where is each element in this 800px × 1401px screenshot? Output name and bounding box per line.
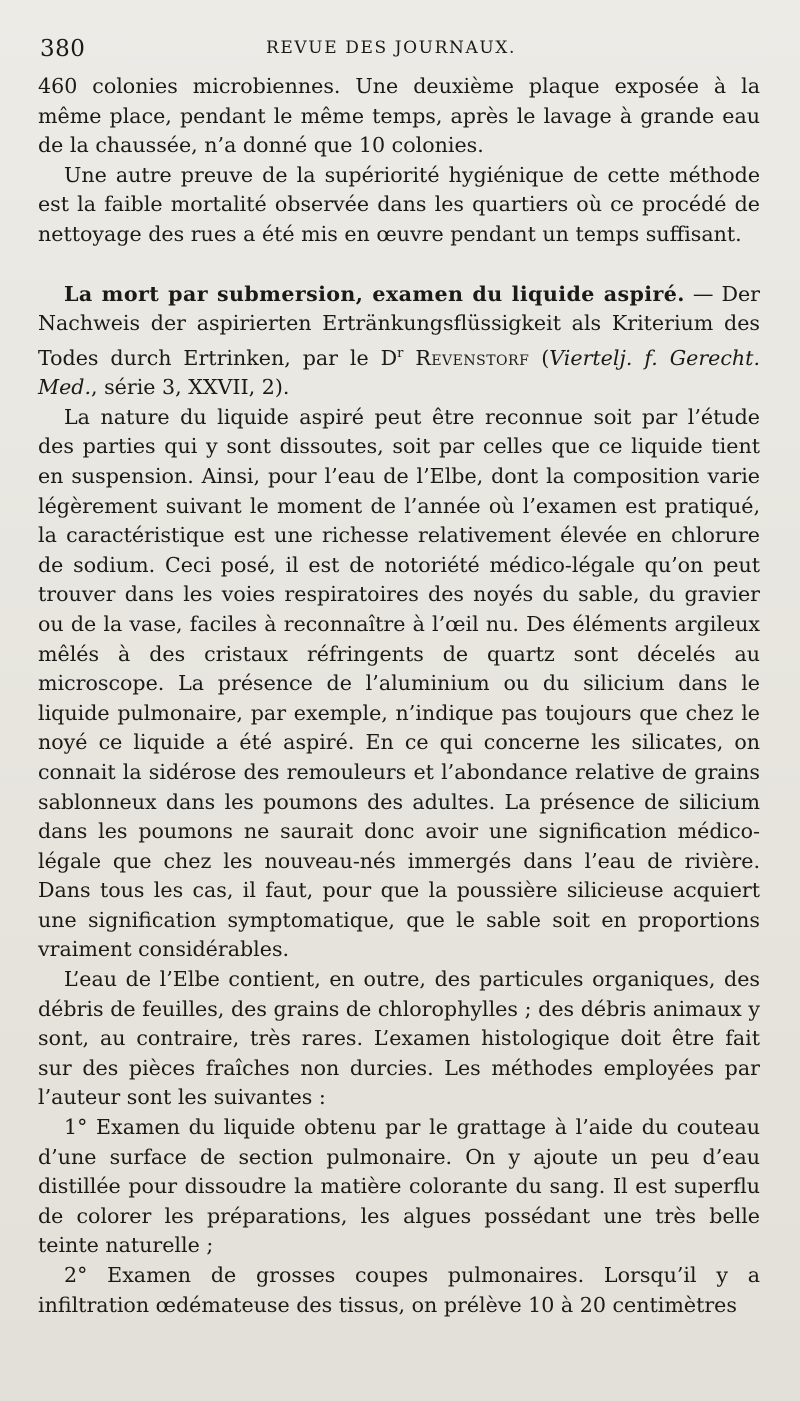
- page-header: [40, 36, 760, 66]
- running-title: REVUE DES JOURNAUX.: [266, 38, 516, 58]
- reference-text: Der Nachweis der aspirierten Ertränkungsflüssigkeit als Kriterium des Todes durch Ertrinken, par le D: [38, 281, 760, 370]
- section-title: La mort par submersion, examen du liquide aspiré.: [64, 281, 685, 306]
- journal-citation: , série 3, XXVII, 2).: [91, 375, 290, 400]
- section-heading-paragraph: [38, 280, 760, 403]
- paragraph: L’eau de l’Elbe contient, en outre, des particules organiques, des débris de feuilles, des grains de chlorophylles ; des débris animaux y sont, au contraire, très rares. L’examen histologique doit être fait sur des pièces fraîches non durcies. Les méthodes employées par l’auteur sont les suivantes :: [38, 967, 760, 1110]
- open-paren: (: [529, 345, 550, 370]
- list-item-1: 1° Examen du liquide obtenu par le grattage à l’aide du couteau d’une surface de section pulmonaire. On y ajoute un peu d’eau distillée pour dissoudre la matière colorante du sang. Il est superflu de colorer les préparations, les algues possédant une très belle teinte naturelle ;: [38, 1115, 760, 1258]
- dr-superscript: r: [397, 345, 404, 361]
- section-spacer: [38, 250, 760, 280]
- page-number: 380: [40, 36, 86, 62]
- paragraph-continuation: 460 colonies microbiennes. Une deuxième plaque exposée à la même place, pendant le même temps, après le lavage à grande eau de la chaussée, n’a donné que 10 colonies.: [38, 74, 760, 158]
- section-dash: —: [692, 281, 714, 306]
- author-name: Revenstorf: [415, 345, 530, 370]
- list-item-2: 2° Examen de grosses coupes pulmonaires. Lorsqu’il y a infiltration œdémateuse des tissus, on prélève 10 à 20 centimètres: [38, 1263, 760, 1317]
- paragraph: Une autre preuve de la supériorité hygiénique de cette méthode est la faible mortalité observée dans les quartiers où ce procédé de nettoyage des rues a été mis en œuvre pendant un temps suffisant.: [38, 162, 760, 246]
- page-body: [38, 72, 760, 1320]
- journal-name: Viertelj. f. Gerecht. Med.: [38, 345, 760, 400]
- paragraph: La nature du liquide aspiré peut être reconnue soit par l’étude des parties qui y sont dissoutes, soit par celles que ce liquide tient en suspension. Ainsi, pour l’eau de l’Elbe, dont la composition varie légèrement suivant le moment de l’année où l’examen est pratiqué, la caractéristique est une richesse relativement élevée en chlorure de sodium. Ceci posé, il est de notoriété médico-légale qu’on peut trouver dans les voies respiratoires des noyés du sable, du gravier ou de la vase, faciles à reconnaître à l’œil nu. Des éléments argileux mêlés à des cristaux réfringents de quartz sont décelés au microscope. La présence de l’aluminium ou du silicium dans le liquide pulmonaire, par exemple, n’indique pas toujours que chez le noyé ce liquide a été aspiré. En ce qui concerne les silicates, on connait la sidérose des remouleurs et l’abondance relative de grains sablonneux dans les poumons des adultes. La présence de silicium dans les poumons ne saurait donc avoir une signification médico-légale que chez les nouveau-nés immergés dans l’eau de rivière. Dans tous les cas, il faut, pour que la poussière silicieuse acquiert une signification symptomatique, que le sable soit en proportions vraiment considérables.: [38, 404, 760, 962]
